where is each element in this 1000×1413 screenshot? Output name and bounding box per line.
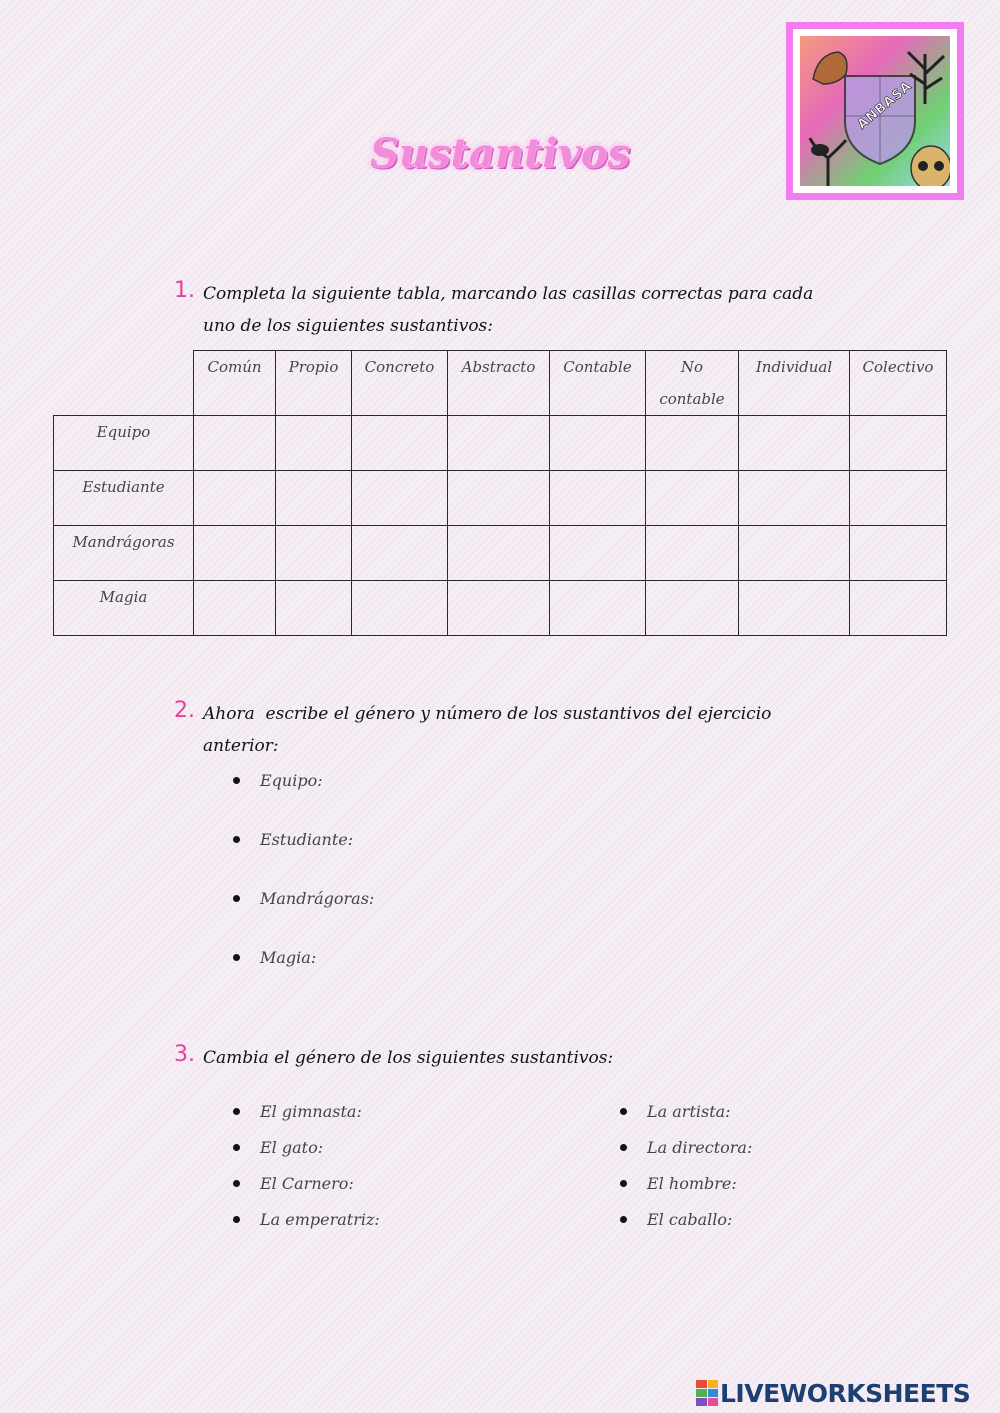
list-item[interactable] — [230, 945, 830, 1004]
answer-cell[interactable] — [352, 471, 448, 526]
bullet-icon — [620, 1216, 627, 1223]
exercise-2-number: 2. — [174, 698, 195, 723]
answer-cell[interactable] — [448, 471, 550, 526]
answer-cell[interactable] — [194, 581, 276, 636]
list-item[interactable] — [230, 768, 830, 827]
answer-cell[interactable] — [448, 526, 550, 581]
exercise-2-instruction — [203, 698, 903, 762]
row-label-magia: Magia — [54, 581, 194, 636]
bullet-icon — [233, 954, 240, 961]
answer-cell[interactable] — [646, 416, 739, 471]
table-row — [54, 471, 947, 526]
table-row — [54, 526, 947, 581]
list-item[interactable] — [617, 1171, 947, 1207]
school-logo — [786, 22, 964, 200]
item-label: El Carnero: — [260, 1174, 354, 1193]
answer-cell[interactable] — [850, 471, 947, 526]
list-item[interactable] — [230, 886, 830, 945]
answer-cell[interactable] — [550, 416, 646, 471]
table-corner-cell — [54, 351, 194, 416]
answer-cell[interactable] — [352, 416, 448, 471]
column-header-abstracto: Abstracto — [448, 351, 550, 416]
column-header-concreto: Concreto — [352, 351, 448, 416]
answer-cell[interactable] — [276, 581, 352, 636]
answer-cell[interactable] — [194, 416, 276, 471]
list-item[interactable] — [230, 1135, 580, 1171]
logo-text: ANBASA — [854, 78, 916, 133]
item-label: El caballo: — [647, 1210, 733, 1229]
bullet-icon — [620, 1180, 627, 1187]
answer-cell[interactable] — [739, 526, 850, 581]
column-header-no-contable-line2: contable — [659, 390, 725, 408]
bullet-icon — [620, 1144, 627, 1151]
answer-cell[interactable] — [550, 581, 646, 636]
table-row — [54, 581, 947, 636]
bullet-icon — [233, 777, 240, 784]
bullet-icon — [233, 895, 240, 902]
bullet-icon — [620, 1108, 627, 1115]
brand-text: LIVEWORKSHEETS — [720, 1378, 971, 1408]
item-label: La artista: — [647, 1102, 731, 1121]
answer-cell[interactable] — [194, 526, 276, 581]
column-header-no-contable-line1: No — [680, 358, 704, 376]
mandrake-icon — [808, 136, 848, 186]
exercise-1-number: 1. — [174, 278, 195, 303]
exercise-1-instruction — [203, 278, 903, 342]
exercise-2-instruction-line1: Ahora escribe el género y número de los sustantivos del ejercicio — [203, 704, 772, 724]
list-item[interactable] — [617, 1099, 947, 1135]
list-item[interactable] — [617, 1207, 947, 1243]
item-label: La emperatriz: — [260, 1210, 380, 1229]
answer-cell[interactable] — [850, 581, 947, 636]
item-label: Magia: — [260, 948, 317, 967]
answer-cell[interactable] — [739, 471, 850, 526]
answer-cell[interactable] — [276, 416, 352, 471]
item-label: Equipo: — [260, 771, 323, 790]
answer-cell[interactable] — [352, 526, 448, 581]
row-label-mandragoras: Mandrágoras — [54, 526, 194, 581]
list-item[interactable] — [230, 1207, 580, 1243]
answer-cell[interactable] — [448, 416, 550, 471]
exercise-3-instruction: Cambia el género de los siguientes sustantivos: — [203, 1048, 614, 1068]
exercise-2-list — [230, 768, 830, 1004]
column-header-no-contable — [646, 351, 739, 416]
answer-cell[interactable] — [739, 416, 850, 471]
answer-cell[interactable] — [276, 526, 352, 581]
bullet-icon — [233, 1216, 240, 1223]
list-item[interactable] — [230, 1099, 580, 1135]
answer-cell[interactable] — [550, 526, 646, 581]
column-header-individual: Individual — [739, 351, 850, 416]
logo-image — [800, 36, 950, 186]
exercise-2-instruction-line2: anterior: — [203, 736, 279, 756]
bullet-icon — [233, 836, 240, 843]
answer-cell[interactable] — [646, 471, 739, 526]
item-label: Estudiante: — [260, 830, 354, 849]
row-label-estudiante: Estudiante — [54, 471, 194, 526]
answer-cell[interactable] — [194, 471, 276, 526]
liveworksheets-brand[interactable] — [696, 1378, 970, 1408]
item-label: El gimnasta: — [260, 1102, 362, 1121]
answer-cell[interactable] — [550, 471, 646, 526]
item-label: La directora: — [647, 1138, 753, 1157]
lion-icon — [808, 44, 853, 89]
exercise-3-number: 3. — [174, 1042, 195, 1067]
noun-classification-table — [53, 350, 947, 636]
list-item[interactable] — [617, 1135, 947, 1171]
bullet-icon — [233, 1180, 240, 1187]
item-label: El hombre: — [647, 1174, 737, 1193]
table-row — [54, 416, 947, 471]
exercise-1-instruction-line1: Completa la siguiente tabla, marcando las casillas correctas para cada — [203, 284, 814, 304]
answer-cell[interactable] — [646, 526, 739, 581]
exercise-1-instruction-line2: uno de los siguientes sustantivos: — [203, 316, 494, 336]
list-item[interactable] — [230, 827, 830, 886]
column-header-comun: Común — [194, 351, 276, 416]
answer-cell[interactable] — [448, 581, 550, 636]
page-title: Sustantivos — [369, 130, 631, 177]
answer-cell[interactable] — [352, 581, 448, 636]
row-label-equipo: Equipo — [54, 416, 194, 471]
answer-cell[interactable] — [646, 581, 739, 636]
item-label: Mandrágoras: — [260, 889, 375, 908]
answer-cell[interactable] — [276, 471, 352, 526]
answer-cell[interactable] — [850, 526, 947, 581]
table-header-row — [54, 351, 947, 416]
answer-cell[interactable] — [850, 416, 947, 471]
list-item[interactable] — [230, 1171, 580, 1207]
column-header-contable: Contable — [550, 351, 646, 416]
column-header-colectivo: Colectivo — [850, 351, 947, 416]
bullet-icon — [233, 1108, 240, 1115]
liveworksheets-logo-icon — [696, 1380, 718, 1406]
exercise-3-right-list — [617, 1099, 947, 1243]
answer-cell[interactable] — [739, 581, 850, 636]
owl-icon — [908, 144, 950, 186]
item-label: El gato: — [260, 1138, 324, 1157]
exercise-3-left-list — [230, 1099, 580, 1243]
column-header-propio: Propio — [276, 351, 352, 416]
bullet-icon — [233, 1144, 240, 1151]
